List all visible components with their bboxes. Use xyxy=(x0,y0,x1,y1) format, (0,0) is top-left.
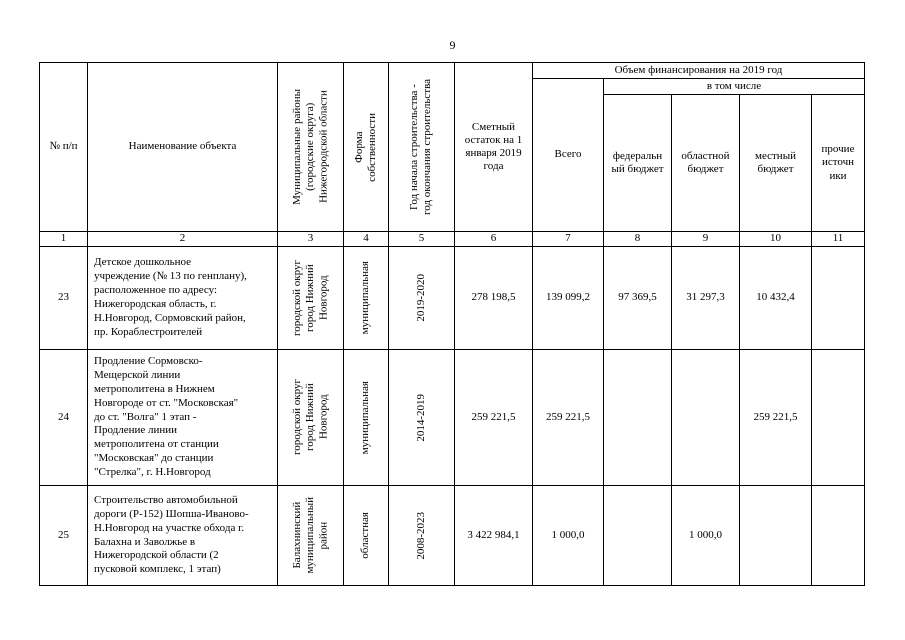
table-row xyxy=(40,486,865,586)
other-cell xyxy=(812,486,865,586)
row-number: 23 xyxy=(40,247,88,350)
header-years: Год начала строительства - год окончания строительства xyxy=(389,63,455,232)
column-number: 8 xyxy=(604,232,672,247)
regional-cell xyxy=(672,350,740,486)
local-cell xyxy=(740,486,812,586)
balance-cell: 278 198,5 xyxy=(455,247,533,350)
district-cell: городской округ город Нижний Новгород xyxy=(278,247,344,350)
column-number: 1 xyxy=(40,232,88,247)
other-cell xyxy=(812,350,865,486)
object-name: Продление Сормовско- Мещерской линии метрополитена в Нижнем Новгороде от ст. "Московская" до ст. "Волга" 1 этап - Продление линии метрополитена от станции "Московская" до станции "Стрелка", г. Н.Новгород xyxy=(88,350,278,486)
page-number: 9 xyxy=(449,38,456,52)
total-cell: 259 221,5 xyxy=(533,350,604,486)
ownership-cell: областная xyxy=(344,486,389,586)
regional-cell: 1 000,0 xyxy=(672,486,740,586)
header-federal: федеральн ый бюджет xyxy=(604,95,672,232)
header-total: Всего xyxy=(533,79,604,232)
balance-cell: 3 422 984,1 xyxy=(455,486,533,586)
years-cell: 2008-2023 xyxy=(389,486,455,586)
total-cell: 1 000,0 xyxy=(533,486,604,586)
header-balance: Сметный остаток на 1 января 2019 года xyxy=(455,63,533,232)
years-cell: 2014-2019 xyxy=(389,350,455,486)
object-name: Детское дошкольное учреждение (№ 13 по генплану), расположенное по адресу: Нижегородская область, г. Н.Новгород, Сормовский район, пр. Кораблестроителей xyxy=(88,247,278,350)
ownership-cell: муниципальная xyxy=(344,350,389,486)
federal-cell xyxy=(604,486,672,586)
district-cell: Балахнинский муниципальный район xyxy=(278,486,344,586)
ownership-cell: муниципальная xyxy=(344,247,389,350)
column-number: 5 xyxy=(389,232,455,247)
column-number: 4 xyxy=(344,232,389,247)
header-name: Наименование объекта xyxy=(88,63,278,232)
local-cell: 10 432,4 xyxy=(740,247,812,350)
object-name: Строительство автомобильной дороги (Р-152) Шопша-Иваново- Н.Новгород на участке обхода г. Балахна и Заволжье в Нижегородской области (2 пусковой комплекс, 1 этап) xyxy=(88,486,278,586)
header-funding-group: Объем финансирования на 2019 год xyxy=(533,63,865,79)
header-ownership: Форма собственности xyxy=(344,63,389,232)
years-cell: 2019-2020 xyxy=(389,247,455,350)
federal-cell xyxy=(604,350,672,486)
regional-cell: 31 297,3 xyxy=(672,247,740,350)
local-cell: 259 221,5 xyxy=(740,350,812,486)
row-number: 25 xyxy=(40,486,88,586)
table-row xyxy=(40,247,865,350)
funding-table xyxy=(39,62,865,586)
header-district: Муниципальные районы (городские округа) Нижегородской области xyxy=(278,63,344,232)
table-row xyxy=(40,350,865,486)
column-number-row xyxy=(40,232,865,247)
balance-cell: 259 221,5 xyxy=(455,350,533,486)
total-cell: 139 099,2 xyxy=(533,247,604,350)
header-local: местный бюджет xyxy=(740,95,812,232)
header-incl-group: в том числе xyxy=(604,79,865,95)
column-number: 9 xyxy=(672,232,740,247)
column-number: 7 xyxy=(533,232,604,247)
column-number: 2 xyxy=(88,232,278,247)
column-number: 11 xyxy=(812,232,865,247)
column-number: 10 xyxy=(740,232,812,247)
district-cell: городской округ город Нижний Новгород xyxy=(278,350,344,486)
header-num: № п/п xyxy=(40,63,88,232)
column-number: 6 xyxy=(455,232,533,247)
header-regional: областной бюджет xyxy=(672,95,740,232)
row-number: 24 xyxy=(40,350,88,486)
federal-cell: 97 369,5 xyxy=(604,247,672,350)
column-number: 3 xyxy=(278,232,344,247)
other-cell xyxy=(812,247,865,350)
header-other: прочие источн ики xyxy=(812,95,865,232)
